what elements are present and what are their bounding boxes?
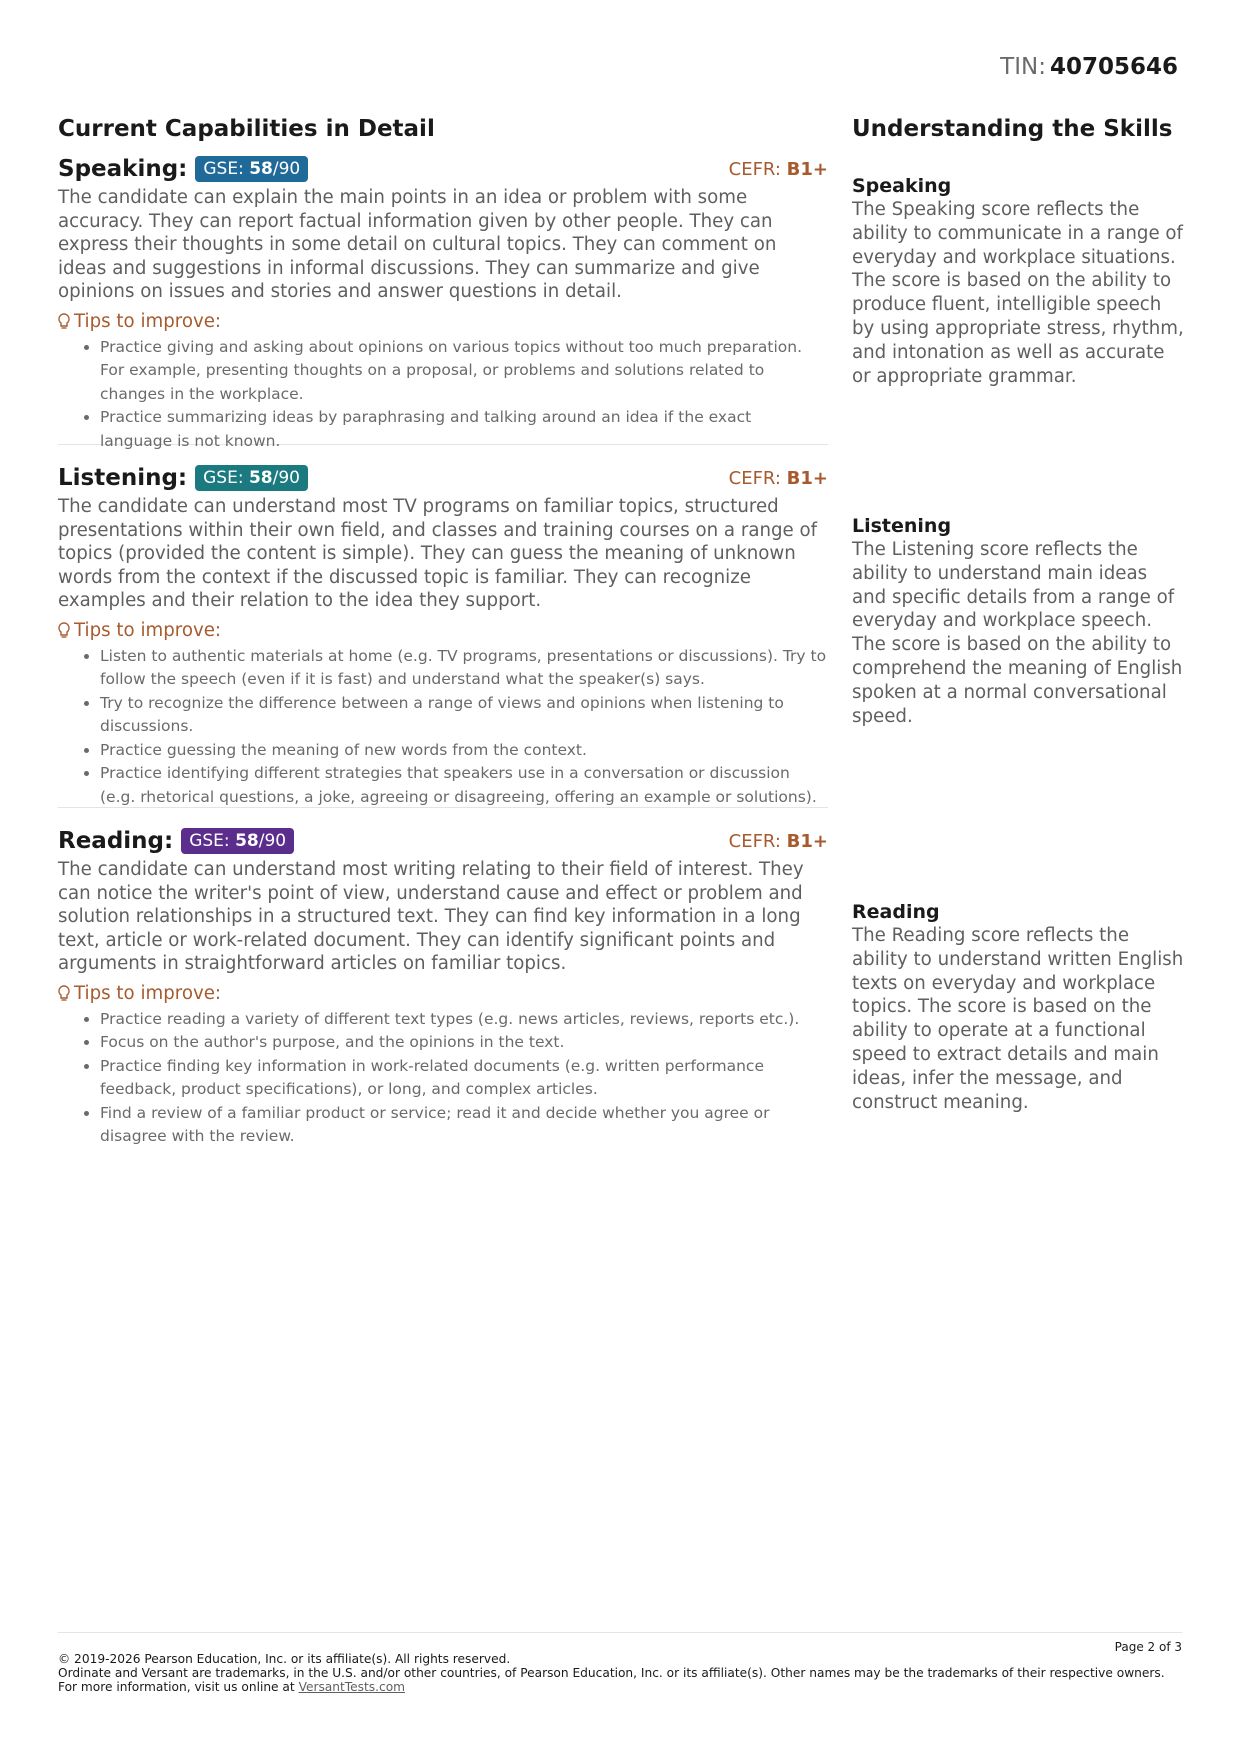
list-item: • Practice summarizing ideas by paraphrasing and talking around an idea if the exact language is not known. [100, 406, 828, 453]
skills-column [852, 114, 1186, 1113]
tips-list [58, 336, 828, 454]
list-item: • Practice guessing the meaning of new words from the context. [100, 739, 828, 763]
tips-list [58, 1008, 828, 1149]
page-number: Page 2 of 3 [1114, 1640, 1182, 1654]
copyright-text: © 2019-2026 Pearson Education, Inc. or its affiliate(s). All rights reserved. [58, 1652, 511, 1666]
more-info-text: For more information, visit us online at VersantTests.com [58, 1680, 406, 1694]
list-item: • Practice giving and asking about opinions on various topics without too much preparation. For example, presenting thoughts on a proposal, or problems and solutions related to changes in the workplace. [100, 336, 828, 407]
footer [58, 1652, 1165, 1694]
skill-title: Listening [852, 515, 952, 537]
skill-listening [852, 514, 1186, 728]
tips-heading: Tips to improve: [58, 310, 828, 334]
tin-label-text: TIN: [1000, 54, 1046, 80]
lightbulb-icon [58, 985, 70, 1003]
section-description: The candidate can understand most TV programs on familiar topics, structured presentations within their own field, and classes and training courses on a range of topics (provided the content is simple). They can guess the meaning of unknown words from the context if the discussed topic is familiar. They can recognize examples and their relation to the idea they support. [58, 496, 818, 611]
cefr-level: CEFR: B1+ [728, 467, 828, 489]
skill-text: The Listening score reflects the ability to understand main ideas and specific details from a range of everyday and workplace speech. The score is based on the ability to comprehend the meaning of English spoken at a normal conversational speed. [852, 539, 1183, 727]
tin-label [1000, 54, 1178, 80]
reading-section [58, 824, 828, 1164]
skill-title: Speaking [852, 175, 952, 197]
gse-badge: GSE: 58/90 [181, 828, 294, 854]
skill-speaking [852, 174, 1186, 388]
list-item: • Listen to authentic materials at home (e.g. TV programs, presentations or discussions). Try to follow the speech (even if it is fast) and understand what the speaker(s) says. [100, 645, 828, 692]
tips-heading: Tips to improve: [58, 982, 828, 1006]
section-description: The candidate can understand most writing relating to their field of interest. They can notice the writer's point of view, understand cause and effect or problem and solution relationships in a structured text. They can find key information in a long text, article or work-related document. They can identify significant points and arguments in straightforward articles on familiar topics. [58, 859, 804, 974]
list-item: • Practice identifying different strategies that speakers use in a conversation or discussion (e.g. rhetorical questions, a joke, agreeing or disagreeing, offering an example or solutions). [100, 762, 828, 809]
tips-list [58, 645, 828, 810]
capabilities-column [58, 114, 828, 1164]
list-item: • Practice finding key information in work-related documents (e.g. written performance feedback, product specifications), or long, and complex articles. [100, 1055, 828, 1102]
section-name: Reading: [58, 828, 174, 854]
section-description: The candidate can explain the main points in an idea or problem with some accuracy. They can report factual information given by other people. They can express their thoughts in some detail on cultural topics. They can comment on ideas and suggestions in informal discussions. They can summarize and give opinions on issues and stories and answer questions in detail. [58, 187, 777, 302]
speaking-section [58, 152, 828, 450]
section-name: Speaking: [58, 156, 188, 182]
list-item: • Try to recognize the difference between a range of views and opinions when listening to discussions. [100, 692, 828, 739]
section-name: Listening: [58, 465, 188, 491]
skill-text: The Reading score reflects the ability to understand written English texts on everyday and workplace topics. The score is based on the ability to operate at a functional speed to extract details and main ideas, infer the message, and construct meaning. [852, 925, 1184, 1113]
tin-value: 40705646 [1049, 54, 1178, 80]
list-item: • Practice reading a variety of different text types (e.g. news articles, reviews, reports etc.). [100, 1008, 828, 1032]
list-item: • Find a review of a familiar product or service; read it and decide whether you agree or disagree with the review. [100, 1102, 828, 1149]
capabilities-title: Current Capabilities in Detail [58, 116, 435, 142]
list-item: • Focus on the author's purpose, and the opinions in the text. [100, 1031, 828, 1055]
trademark-text: Ordinate and Versant are trademarks, in the U.S. and/or other countries, of Pearson Education, Inc. or its affiliate(s). Other names may be the trademarks of their respective owners. [58, 1666, 1165, 1680]
skills-title: Understanding the Skills [852, 116, 1173, 142]
skill-text: The Speaking score reflects the ability to communicate in a range of everyday and workplace situations. The score is based on the ability to produce fluent, intelligible speech by using appropriate stress, rhythm, and intonation as well as accurate or appropriate grammar. [852, 199, 1184, 387]
cefr-level: CEFR: B1+ [728, 830, 828, 852]
skill-reading [852, 900, 1186, 1114]
gse-badge: GSE: 58/90 [195, 156, 308, 182]
skill-title: Reading [852, 901, 940, 923]
versant-link[interactable]: VersantTests.com [298, 1680, 406, 1694]
listening-section [58, 461, 828, 808]
cefr-level: CEFR: B1+ [728, 158, 828, 180]
lightbulb-icon [58, 313, 70, 331]
tips-heading: Tips to improve: [58, 619, 828, 643]
gse-badge: GSE: 58/90 [195, 465, 308, 491]
footer-divider [58, 1632, 1182, 1633]
lightbulb-icon [58, 622, 70, 640]
